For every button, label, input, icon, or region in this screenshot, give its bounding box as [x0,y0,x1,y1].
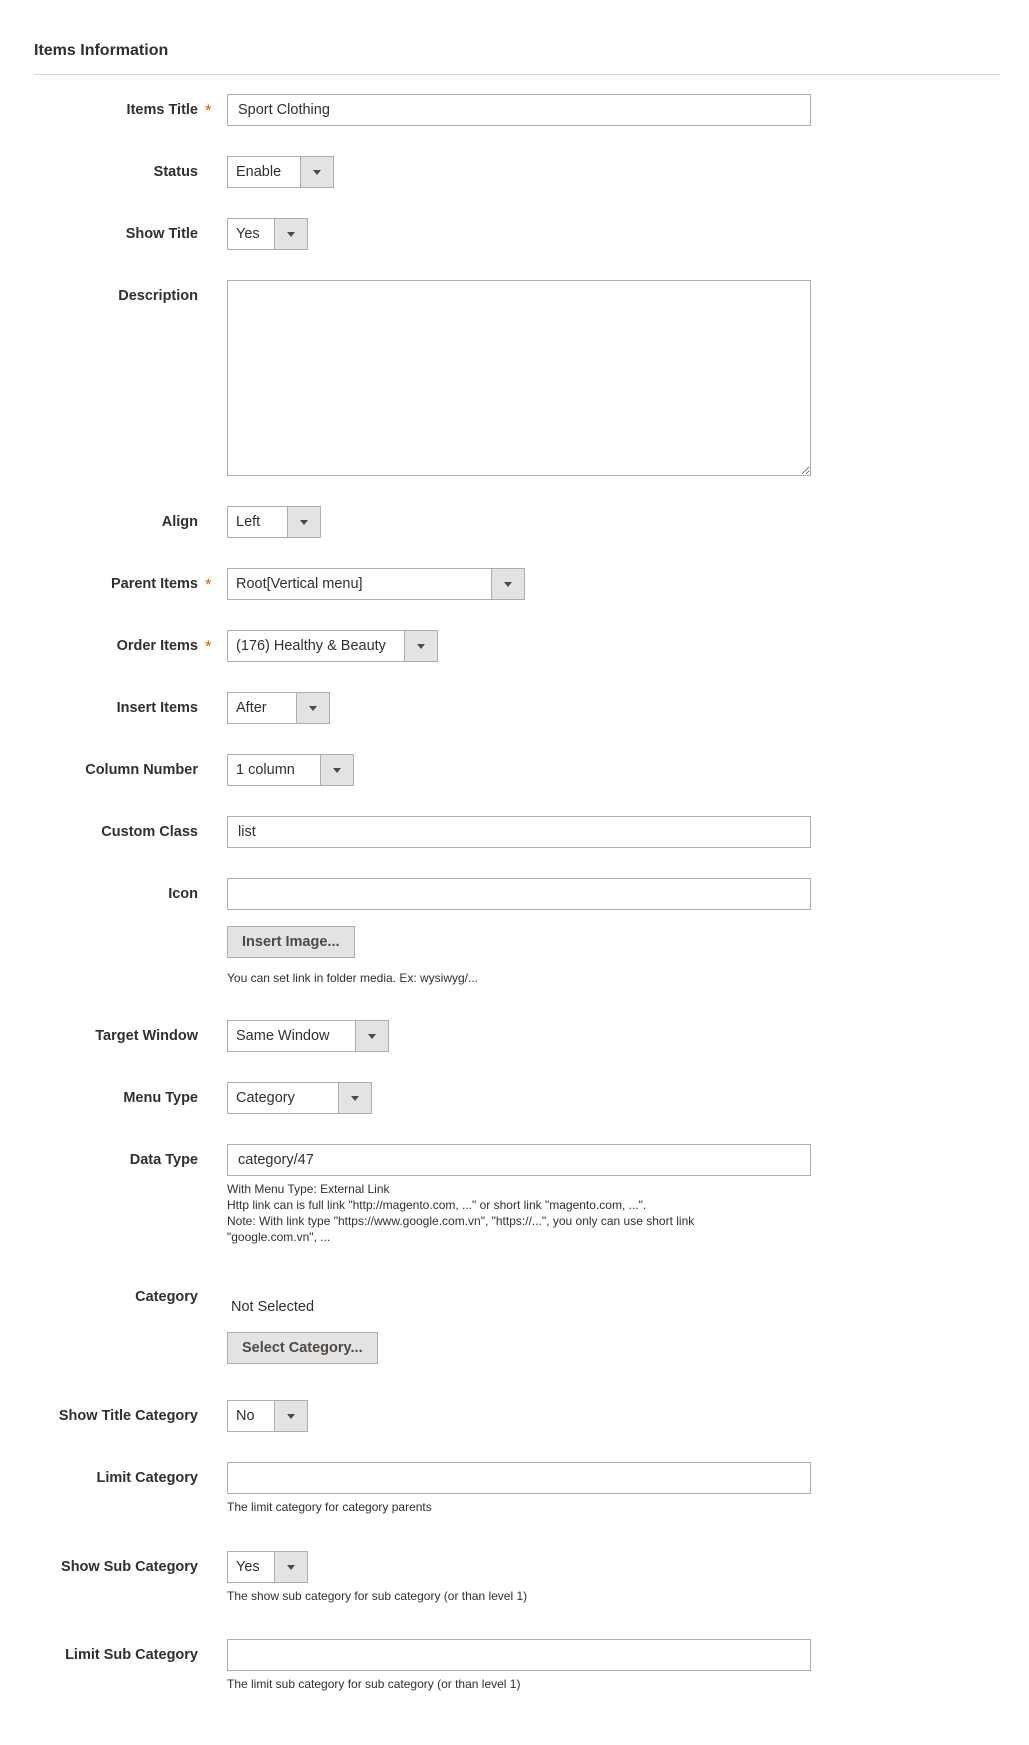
menu-type-label: Menu Type [123,1090,198,1106]
chevron-down-icon[interactable] [355,1021,388,1051]
required-marker: * [205,575,212,594]
show-title-label: Show Title [125,226,198,242]
chevron-down-icon[interactable] [274,1401,307,1431]
order-items-label: Order Items [116,638,198,654]
order-items-select[interactable] [227,630,438,662]
show-sub-category-select[interactable] [227,1551,308,1583]
description-textarea[interactable] [227,280,811,476]
required-marker: * [205,637,212,656]
column-number-select-value: 1 column [236,762,295,778]
status-select[interactable] [227,156,334,188]
chevron-down-icon[interactable] [296,693,329,723]
show-title-category-select-value: No [236,1408,255,1424]
menu-type-select[interactable] [227,1082,372,1114]
show-title-category-select[interactable] [227,1400,308,1432]
insert-items-label: Insert Items [116,700,198,716]
limit-sub-category-input[interactable] [227,1639,811,1671]
show-title-select[interactable] [227,218,308,250]
limit-category-input[interactable] [227,1462,811,1494]
insert-image-button[interactable]: Insert Image... [227,926,355,958]
data-type-note-line4: "google.com.vn", ... [227,1230,331,1244]
icon-note: You can set link in folder media. Ex: wysiwyg/... [227,971,479,985]
column-number-select[interactable] [227,754,354,786]
show-sub-category-select-value: Yes [236,1559,260,1575]
chevron-down-icon[interactable] [320,755,353,785]
chevron-down-icon[interactable] [300,157,333,187]
data-type-note-line2: Http link can is full link "http://magento.com, ..." or short link "magento.com, ...". [227,1198,647,1212]
chevron-down-icon[interactable] [274,219,307,249]
show-sub-category-label: Show Sub Category [61,1559,198,1575]
align-select[interactable] [227,506,321,538]
section-title: Items Information [34,42,169,59]
parent-items-select-value: Root[Vertical menu] [236,576,363,592]
data-type-note-line1: With Menu Type: External Link [227,1182,390,1196]
category-selected-value: Not Selected [231,1299,315,1315]
items-title-label: Items Title [126,102,198,118]
align-label: Align [161,514,198,530]
icon-input[interactable] [227,878,811,910]
chevron-down-icon[interactable] [404,631,437,661]
items-title-input[interactable] [227,94,811,126]
chevron-down-icon[interactable] [287,507,320,537]
data-type-label: Data Type [129,1152,198,1168]
limit-sub-category-note: The limit sub category for sub category (or than level 1) [227,1677,521,1691]
status-select-value: Enable [236,164,282,180]
custom-class-input[interactable] [227,816,811,848]
chevron-down-icon[interactable] [491,569,524,599]
show-title-select-value: Yes [236,226,260,242]
align-select-value: Left [236,514,261,530]
data-type-note-line3: Note: With link type "https://www.google.com.vn", "https://...", you only can use short link [227,1214,695,1228]
category-label: Category [135,1289,198,1305]
show-title-category-label: Show Title Category [58,1408,198,1424]
insert-items-select[interactable] [227,692,330,724]
section-divider [34,74,1000,75]
chevron-down-icon[interactable] [338,1083,371,1113]
column-number-label: Column Number [85,762,198,778]
limit-sub-category-label: Limit Sub Category [65,1647,198,1663]
target-window-select-value: Same Window [236,1028,330,1044]
data-type-input[interactable] [227,1144,811,1176]
parent-items-select[interactable] [227,568,525,600]
order-items-select-value: (176) Healthy & Beauty [236,638,386,654]
insert-items-select-value: After [236,700,267,716]
chevron-down-icon[interactable] [274,1552,307,1582]
show-sub-category-note: The show sub category for sub category (or than level 1) [227,1589,528,1603]
required-marker: * [205,101,212,120]
parent-items-label: Parent Items [110,576,198,592]
menu-type-select-value: Category [236,1090,295,1106]
status-label: Status [153,164,198,180]
description-label: Description [118,288,198,304]
select-category-button[interactable]: Select Category... [227,1332,378,1364]
limit-category-label: Limit Category [96,1470,198,1486]
custom-class-label: Custom Class [101,824,198,840]
icon-label: Icon [168,886,198,902]
target-window-label: Target Window [95,1028,198,1044]
target-window-select[interactable] [227,1020,389,1052]
limit-category-note: The limit category for category parents [227,1500,432,1514]
